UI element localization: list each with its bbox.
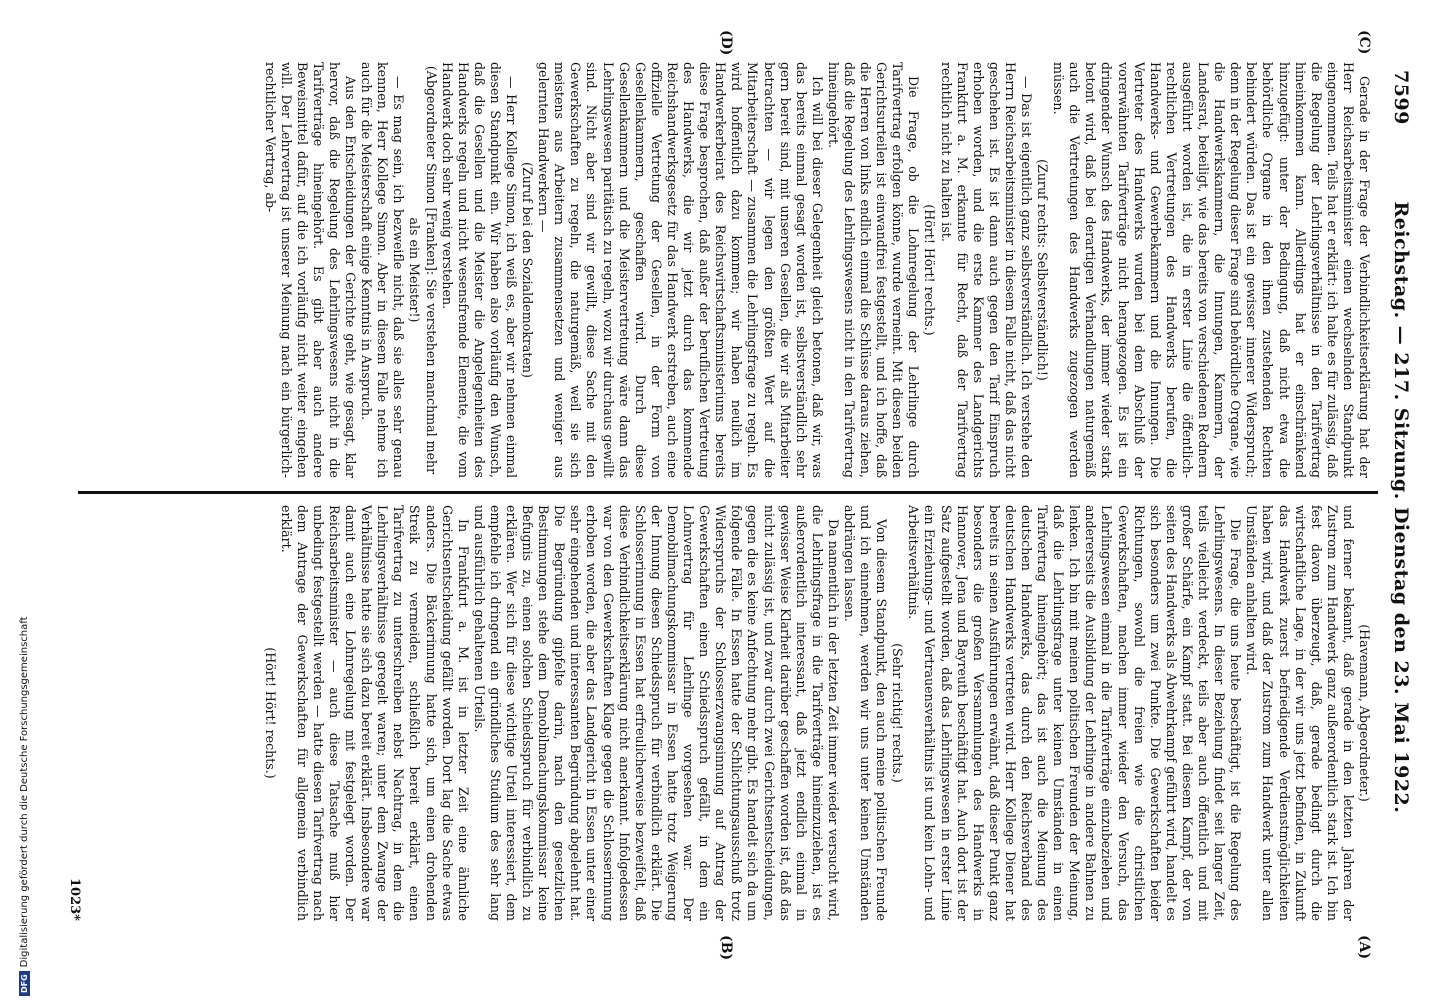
- page-number: 7599: [1390, 70, 1412, 125]
- paragraph: Ich will bei dieser Gelegenheit gleich betonen, daß wir, was das bereits einmal gesagt worden ist, selbstverständlich sehr gern bereit sind, mit unseren Gesellen, die wir als Mitarbeiter betrachten — wir legen den größten Wert auf die Mitarbeiterschaft — zusammen die Lehrlingsfrage zu regeln. Es wird hoffentlich dazu kommen; wir haben neulich im Handwerkerbeirat des Reichswirtschaftsministeriums bereits diese Frage besprochen, daß außer der beruflichen Vertretung des Handwerks, die wir jetzt durch das kommende Reichshandwerksgesetz für das Handwerk erstreben, auch eine offizielle Vertretung der Gesellen, in der Form von Gesellenkammern, geschaffen wird. Durch diese Gesellenkammern und die Meistervertretung wäre dann das Lehrlingswesen paritätisch zu regeln, wozu wir durchaus gewillt sind. Nicht aber sind wir gewillt, diese Sache mit den Gewerkschaften zu regeln, die naturgemäß, weil sie sich meistens aus Arbeitern zusammensetzen und weniger aus gelernten Handwerkern —: [536, 62, 825, 478]
- paragraph: Da namentlich in der letzten Zeit immer wieder versucht wird, die Lehrlingsfrage in die Tarifverträge hineinzuziehen, ist es außerordentlich interessant, daß jetzt endlich einmal in gewisser Weise Klarheit darüber geschaffen worden ist, daß das nicht zulässig ist, und zwar durch zwei Gerichtsentscheidungen, gegen die es keine Anfechtung mehr gibt. Es handelt sich da um folgende Fälle. In Essen hatte der Schlichtungsausschuß trotz Widerspruchs der Schlosserzwangsinnung auf Antrag der Gewerkschaften einen Schiedsspruch gefällt, in dem ein Lohnvertrag für Lehrlinge vorgesehen war. Der Demobilmachungskommissar in Essen hatte trotz Weigerung der Innung diesen Schiedsspruch für verbindlich erklärt. Die Schlosserinnung in Essen hat erfreulicherweise bezweifelt, daß diese Verbindlichkeitserklärung nicht anerkannt. Infolgedessen war von den Gewerkschaften Klage gegen die Schlosserinnung erhoben worden, die aber das Landgericht in Essen unter einer sehr eingehenden und interessanten Begründung abgelehnt hat. Die Begründung gipfelte darin, nach den gesetzlichen Bestimmungen stehe dem Demobilmachungskommissar keine Befugnis zu, einen solchen Schiedsspruch für verbindlich zu erklären. Wer sich für diese wichtige Urteil interessiert, dem empfehle ich dringend ein gründliches Studium des sehr lang und ausführlich gehaltenen Urteils.: [471, 505, 841, 921]
- paragraph: In Frankfurt a. M. ist in letzter Zeit eine ähnliche Gerichtsentscheidung gefällt worden. Dort lag die Sache etwas anders. Die Bäckerinnung hatte sich, um einen drohenden Streik zu vermeiden, schließlich bereit erklärt, einen Tarifvertrag zu unterschreiben nebst Nachtrag, in dem die Lehrlingsverhältnisse geregelt waren; unter dem Zwange der Verhältnisse hatte sie sich dazu bereit erklärt. Insbesondere war damit auch eine Lohnregelung mit festgelegt worden. Der Reichsarbeitsminister — auch diese Tatsache muß hier unbedingt festgestellt werden — hatte diesen Tarifvertrag nach dem Antrage der Gewerkschaften für allgemein verbindlich erklärt.: [278, 505, 471, 921]
- interjection: (Hört! Hört! rechts.): [922, 204, 938, 336]
- dfg-logo-icon: DFG: [19, 971, 30, 996]
- margin-marker-a: (A): [1356, 935, 1372, 960]
- paragraph: Von diesem Standpunkt, den auch meine politischen Freunde und ich einnehmen, werden wir uns unter keinen Umständen abdrängen lassen.: [842, 505, 890, 921]
- paragraph: und ferner bekannt, daß gerade in den letzten Jahren der Zustrom zum Handwerk ganz außerordentlich stark ist. Ich bin fest davon überzeugt, daß, gerade bedingt durch die wirtschaftliche Lage, in der wir uns jetzt befinden, in Zukunft das Handwerk zuerst befriedigende Verdienstmöglichkeiten haben wird, und daß der Zustrom zum Handwerk unter allen Umständen anhalten wird.: [1244, 505, 1356, 921]
- footer-page-number: 1023*: [67, 878, 82, 921]
- column-right-side-text: [72, 62, 1372, 478]
- column-left-side-text: [72, 505, 1372, 921]
- margin-marker-d: (D): [718, 30, 734, 56]
- paragraph: Gerade in der Frage der Verbindlichkeitserklärung hat der Herr Reichsarbeitsminister einen wechselnden Standpunkt eingenommen. Teils hat er erklärt: ich halte es für zulässig, daß die Regelung der Lehrlingsverhältnisse in den Tarifvertrag hineinkommen kann. Allerdings hat er einschränkend hinzugefügt: unter der Bedingung, daß nicht etwa die behördliche Organe in den ihnen zustehenden Rechten behindert würden. Das ist ein gewisser innerer Widerspruch; denn in der Regelung dieser Frage sind behördliche Organe, wie die Handwerkskammern, die Innungen, Kammern, der Landesrat, beteiligt, wie das bereits von verschiedenen Rednern ausgeführt worden ist, die in erster Linie die öffentlich-rechtlichen Vertretungen des Handwerks berufen, die Handwerks- und Gewerbekammern und die Innungen. Die Vertreter des Handwerks wurden bei dem Abschluß der vorerwähnten Tarifverträge nicht herangezogen. Es ist ein dringender Wunsch des Handwerks, der immer wieder stark betont wird, daß bei derartigen Verhandlungen naturgemäß auch die Vertretungen des Handwerks zugezogen werden müssen.: [1051, 62, 1372, 478]
- interjection: (Zuruf rechts: Selbstverständlich!): [1035, 159, 1051, 381]
- paragraph: Die Frage, ob die Lohnregelung der Lehrlinge durch Tarifvertrag erfolgen könne, wurde verneint. Mit diesen beiden Gerichtsurteilen ist einwandfrei festgestellt, und ich hoffe, daß die Herren von links endlich einmal die Schlüsse daraus ziehen, daß die Regelung des Lehrlingswesens nicht in den Tarifvertrag hineingehört.: [825, 62, 922, 478]
- digitization-text: Digitalisierung gefördert durch die Deutsche Forschungsgemeinschaft: [19, 616, 30, 968]
- paragraph: — Herr Kollege Simon, ich weiß es, aber wir nehmen einmal diesen Standpunkt ein. Wir haben also vorläufig den Wunsch, daß die Gesellen und die Meister die Angelegenheiten des Handwerks regeln und nicht wesensfremde Elemente, die vom Handwerk doch sehr wenig verstehen.: [439, 62, 520, 478]
- speaker-name: (Havemann, Abgeordneter.): [1357, 624, 1372, 802]
- digitization-note: [19, 616, 30, 996]
- interjection: (Abgeordneter Simon [Franken]: Sie verstehen manchmal mehr als ein Meister!): [407, 65, 439, 475]
- page-header: [1386, 70, 1416, 930]
- paragraph: — Es mag sein, ich bezweifle nicht, daß sie alles sehr genau kennen, Herr Kollege Simon. Aber in diesem Falle nehme ich auch für die Meisterschaft einige Kenntnis in Anspruch.: [359, 62, 407, 478]
- margin-marker-c: (C): [1356, 30, 1372, 55]
- interjection: (Sehr richtig! rechts.): [890, 643, 906, 783]
- column-divider: [78, 491, 1378, 494]
- paragraph: Die Frage, die uns heute beschäftigt, ist die Regelung des Lehrlingswesens. In dieser Beziehung findet seit langer Zeit, teils vielleicht verdeckt, teils aber auch öffentlich und mit großer Schärfe, ein Kampf statt. Bei diesem Kampf, der von seiten des Handwerks als Abwehrkampf geführt wird, handelt es sich besonders um zwei Punkte. Die Gewerkschaften beider Richtungen, sowohl die freien wie die christlichen Gewerkschaften, machen immer wieder den Versuch, das Lehrlingswesen einmal in die Tarifverträge einzubeziehen und andererseits die Ausbildung der Lehrlinge in andere Bahnen zu lenken. Ich bin mit meinen politischen Freunden der Meinung, daß die Lehrlingsfrage unter keinen Umständen in einen Tarifvertrag hineingehört; das ist auch die Meinung des deutschen Handwerks, das durch den Reichsverband des deutschen Handwerks vertreten wird. Herr Kollege Diener hat bereits in seinen Ausführungen erwähnt, daß dieser Punkt ganz besonders die großen Versammlungen des Handwerks in Hannover, Jena und Bayreuth beschäftigt hat. Auch dort ist der Satz aufgestellt worden, daß das Lehrlingswesen in erster Linie ein Erziehungs- und Vertrauensverhältnis ist und kein Lohn- und Arbeitsverhältnis.: [906, 505, 1244, 921]
- interjection: (Hört! Hört! rechts.): [262, 647, 278, 779]
- paragraph: — Das ist eigentlich ganz selbstverständlich. Ich verstehe den Herrn Reichsarbeitsminister in diesem Falle nicht, daß das nicht geschehen ist. Es ist dann auch gegen den Tarif Einspruch erhoben worden, und die erste Kammer des Landgerichts Frankfurt a. M. erkannte für Recht, daß der Tarifvertrag rechtlich nicht zu halten ist.: [938, 62, 1035, 478]
- margin-marker-b: (B): [718, 935, 734, 961]
- running-title: Reichstag. — 217. Sitzung. Dienstag den 23. Mai 1922.: [1390, 201, 1412, 814]
- interjection: (Zuruf bei den Sozialdemokraten): [520, 162, 536, 378]
- paragraph: Aus den Entscheidungen der Gerichte geht, wie gesagt, klar hervor, daß die Regelung des Lehrlingswesens nicht in die Tarifverträge hineingehört. Es gibt aber auch andere Beweismittel dafür, auf die ich vorläufig nicht weiter eingehen will. Der Lehrvertrag ist unserer Meinung nach ein bürgerlich-rechtlicher Vertrag, ab-: [262, 62, 359, 478]
